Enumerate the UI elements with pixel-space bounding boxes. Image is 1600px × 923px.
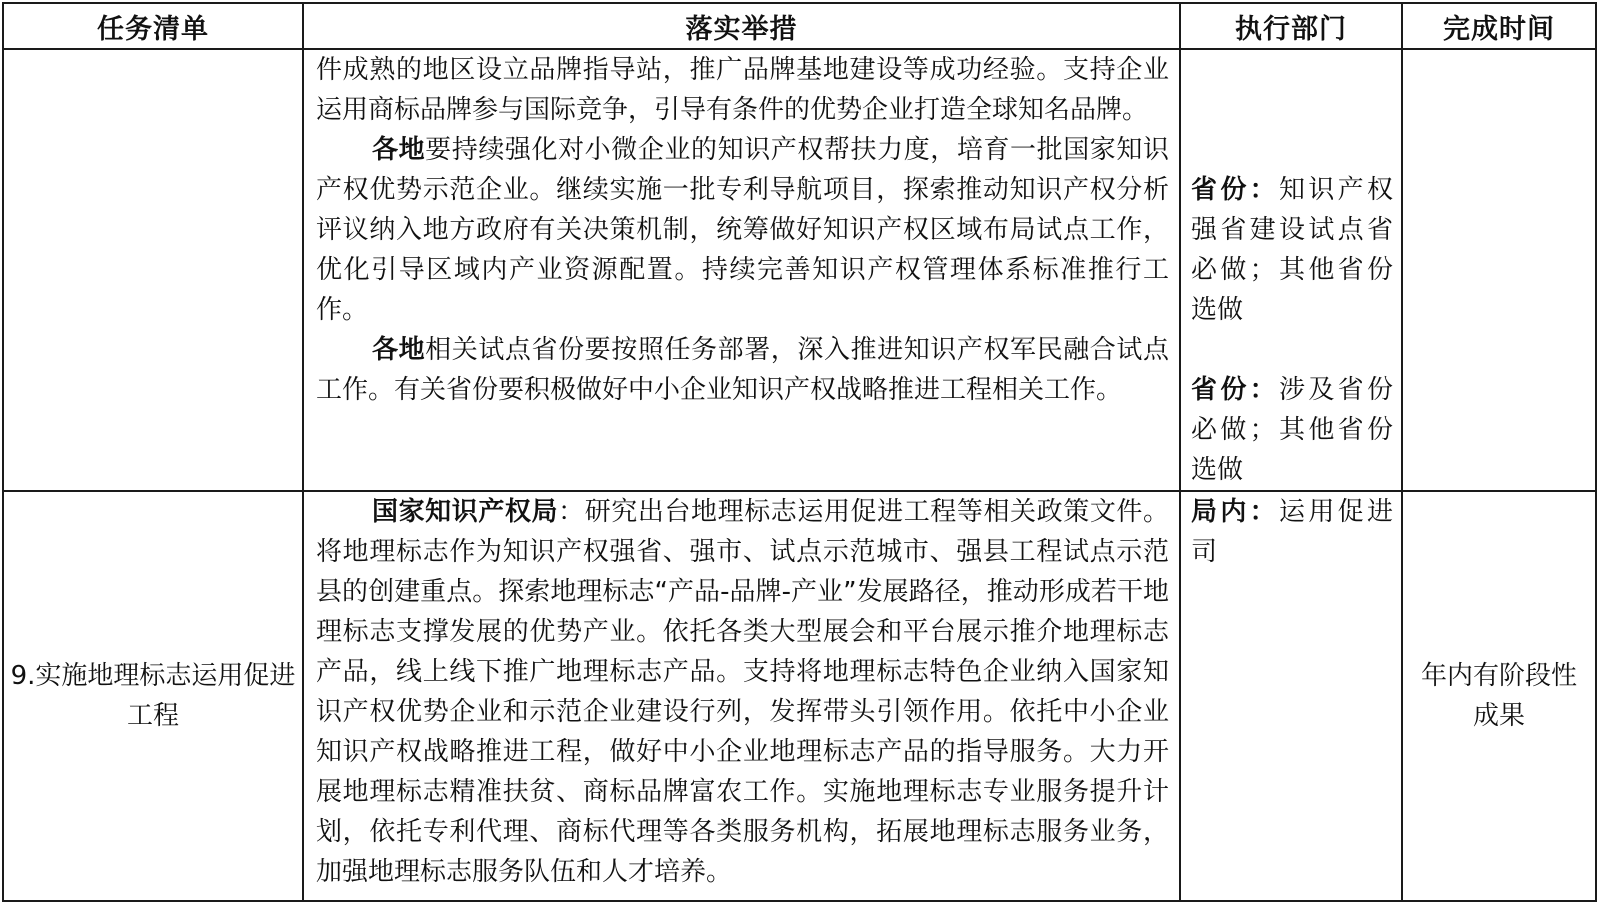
table-row — [3, 49, 1596, 491]
spacer — [1191, 50, 1393, 90]
spacer — [1191, 330, 1393, 370]
department-entry — [1191, 370, 1393, 490]
task-cell: 9.实施地理标志运用促进工程 — [3, 491, 303, 901]
department-text: 运用促进司 — [1191, 497, 1393, 567]
task-table — [2, 2, 1597, 902]
department-lead: 局内： — [1191, 497, 1279, 527]
department-cell — [1180, 491, 1402, 901]
header-measures: 落实举措 — [303, 3, 1180, 49]
spacer — [1191, 130, 1393, 170]
table-row — [3, 491, 1596, 901]
department-entry — [1191, 170, 1393, 330]
deadline-cell — [1402, 49, 1596, 491]
measures-cell — [303, 49, 1180, 491]
measures-cell — [303, 491, 1180, 901]
measure-text: ：研究出台地理标志运用促进工程等相关政策文件。将地理标志作为知识产权强省、强市、试点示范城市、强县工程试点示范县的创建重点。探索地理标志“产品-品牌-产业”发展路径，推动形成若干地理标志支撑发展的优势产业。依托各类大型展会和平台展示推介地理标志产品，线上线下推广地理标志产品。支持将地理标志特色企业纳入国家知识产权优势企业和示范企业建设行列，发挥带头引领作用。依托中小企业知识产权战略推进工程，做好中小企业地理标志产品的指导服务。大力开展地理标志精准扶贫、商标品牌富农工作。实施地理标志专业服务提升计划，依托专利代理、商标代理等各类服务机构，拓展地理标志服务业务，加强地理标志服务队伍和人才培养。 — [316, 497, 1169, 887]
deadline-cell: 年内有阶段性成果 — [1402, 491, 1596, 901]
measure-paragraph — [316, 492, 1169, 892]
department-lead: 省份： — [1191, 375, 1279, 405]
department-cell — [1180, 49, 1402, 491]
department-entry — [1191, 492, 1393, 572]
department-lead: 省份： — [1191, 175, 1279, 205]
measure-text: 要持续强化对小微企业的知识产权帮扶力度，培育一批国家知识产权优势示范企业。继续实施一批专利导航项目，探索推动知识产权分析评议纳入地方政府有关决策机制，统筹做好知识产权区域布局试点工作，优化引导区域内产业资源配置。持续完善知识产权管理体系标准推行工作。 — [316, 135, 1169, 325]
header-task: 任务清单 — [3, 3, 303, 49]
measure-paragraph — [316, 330, 1169, 410]
measure-lead: 各地 — [372, 135, 426, 165]
header-row — [3, 3, 1596, 49]
header-deadline: 完成时间 — [1402, 3, 1596, 49]
measure-paragraph — [316, 50, 1169, 130]
spacer — [1191, 90, 1393, 130]
measure-lead: 国家知识产权局 — [372, 497, 559, 527]
department-text: 涉及省份必做；其他省份选做 — [1191, 375, 1393, 485]
measure-text: 相关试点省份要按照任务部署，深入推进知识产权军民融合试点工作。有关省份要积极做好中小企业知识产权战略推进工程相关工作。 — [316, 335, 1169, 405]
task-cell — [3, 49, 303, 491]
department-text: 知识产权强省建设试点省必做；其他省份选做 — [1191, 175, 1393, 325]
header-department: 执行部门 — [1180, 3, 1402, 49]
measure-lead: 各地 — [372, 335, 426, 365]
measure-paragraph — [316, 130, 1169, 330]
measure-text: 件成熟的地区设立品牌指导站，推广品牌基地建设等成功经验。支持企业运用商标品牌参与国际竞争，引导有条件的优势企业打造全球知名品牌。 — [316, 55, 1169, 125]
